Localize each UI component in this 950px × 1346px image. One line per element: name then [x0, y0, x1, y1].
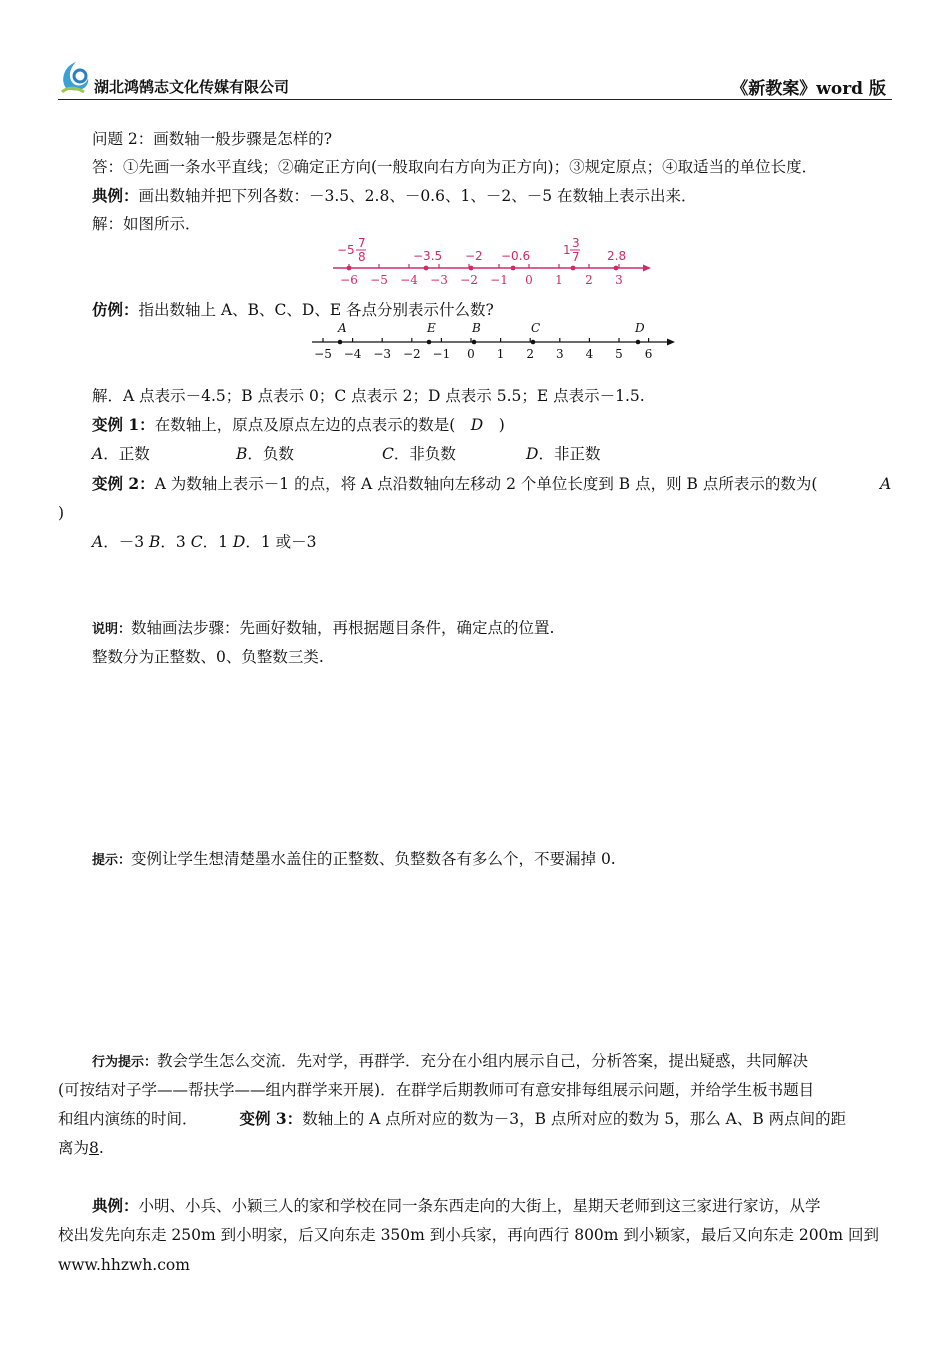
product-name: 《新教案》word 版	[731, 79, 886, 99]
variant-1-text: 在数轴上，原点及原点左边的点表示的数是(	[154, 416, 471, 434]
imitation-label: 仿例：	[92, 300, 139, 319]
variant-2-answer: A	[880, 475, 892, 493]
nl1-tick-label-3: −3	[430, 273, 448, 287]
note-line-2: 整数分为正整数、0、负整数三类.	[92, 648, 324, 666]
nl2-label-d: D	[635, 321, 645, 335]
number-line-2	[308, 318, 678, 364]
nl2-tick-label-9: 4	[585, 347, 594, 361]
nl1-label-2-8: 2.8	[607, 249, 627, 263]
note-line-1: 数轴画法步骤：先画好数轴，再根据题目条件，确定点的位置.	[131, 619, 555, 637]
header-divider	[58, 99, 892, 100]
header	[0, 0, 950, 100]
nl2-tick-label-2: −3	[373, 347, 392, 361]
question-2-label: 问题 2：	[92, 130, 154, 148]
variant-1-close: )	[483, 416, 505, 434]
nl1-tick-label-2: −4	[400, 273, 418, 287]
imitation-solution: 解．A 点表示－4.5；B 点表示 0；C 点表示 2；D 点表示 5.5；E 点表示－1.5.	[92, 387, 645, 405]
nl2-label-e: E	[427, 321, 436, 335]
hint-text: 变例让学生想清楚墨水盖住的正整数、负整数各有多么个，不要漏掉 0.	[131, 850, 616, 868]
variant-3-label: 变例 3：	[239, 1109, 303, 1128]
example-2-label: 典例：	[92, 1196, 139, 1215]
hint-label: 提示：	[92, 853, 132, 868]
example-1	[92, 186, 696, 206]
imitation	[92, 300, 494, 320]
behavior-line-4: 离为8.	[58, 1139, 104, 1157]
example-1-solution: 解：如图所示．	[92, 215, 201, 233]
nl2-label-b: B	[472, 321, 481, 335]
variant-2-text: A 为数轴上表示－1 的点，将 A 点沿数轴向左移动 2 个单位长度到 B 点，则 B 点所表示的数为(	[154, 475, 818, 493]
nl2-point-a	[338, 340, 343, 345]
variant-1-option-a: A．正数	[92, 445, 150, 463]
nl2-tick-label-5: 0	[467, 347, 475, 361]
variant-1-answer: D	[470, 416, 484, 434]
nl1-point-minus3-5	[424, 266, 429, 271]
nl2-tick-label-7: 2	[526, 347, 535, 361]
nl2-tick-label-11: 6	[644, 347, 653, 361]
nl1-label-one-int: 1	[563, 243, 571, 257]
example-2-line-1: 典例：小明、小兵、小颖三人的家和学校在同一条东西走向的大街上，星期天老师到这三家进行家访，从学	[92, 1196, 821, 1215]
nl1-point-minus5-7-8	[347, 266, 352, 271]
nl1-label-one-num: 3	[572, 236, 580, 250]
nl1-label-minus5-int: −5	[337, 243, 355, 257]
nl1-tick-label-8: 2	[585, 273, 593, 287]
nl1-tick-label-7: 1	[555, 273, 563, 287]
nl2-tick-label-6: 1	[496, 347, 505, 361]
example-1-label: 典例：	[92, 186, 139, 205]
number-line-1	[325, 236, 655, 290]
nl1-point-minus0-6	[511, 266, 516, 271]
variant-3-answer: 8	[89, 1139, 99, 1157]
behavior-line-3: 和组内演练的时间． 变例 3：数轴上的 A 点所对应的数为－3，B 点所对应的数为 5，那么 A、B 两点间的距	[58, 1109, 847, 1128]
example-1-text: 画出数轴并把下列各数：－3.5、2.8、－0.6、1、－2、－5 在数轴上表示出来．	[138, 187, 697, 205]
nl1-tick-label-5: −1	[490, 273, 508, 287]
nl1-point-1-3-7	[571, 266, 576, 271]
note	[92, 618, 554, 640]
question-2	[92, 129, 332, 149]
example-2-line-2: 校出发先向东走 250m 到小明家，后又向东走 350m 到小兵家，再向西行 800m 到小颖家，最后又向东走 200m 回到	[58, 1226, 880, 1244]
nl2-tick-label-8: 3	[555, 347, 564, 361]
behavior-line-1: 行为提示：教会学生怎么交流．先对学，再群学．充分在小组内展示自己，分析答案，提出疑惑，共同解决	[92, 1052, 809, 1070]
nl2-label-c: C	[531, 321, 541, 335]
nl2-tick-label-4: −1	[432, 347, 451, 361]
variant-2-close: )	[58, 504, 65, 522]
variant-1-option-d: D．非正数	[526, 445, 601, 463]
nl1-label-minus5-num: 7	[358, 236, 366, 250]
imitation-text: 指出数轴上 A、B、C、D、E 各点分别表示什么数?	[138, 301, 494, 319]
nl2-point-e	[427, 340, 432, 345]
question-2-text: 画数轴一般步骤是怎样的?	[153, 130, 333, 148]
variant-2-label: 变例 2：	[92, 474, 155, 493]
variant-1	[92, 415, 505, 435]
footer-url: www.hhzwh.com	[58, 1256, 190, 1274]
nl2-point-c	[531, 340, 536, 345]
behavior-label: 行为提示：	[92, 1055, 158, 1070]
behavior-line-2: (可按结对子学——帮扶学——组内群学来开展)．在群学后期教师可有意安排每组展示问题，并给学生板书题目	[58, 1081, 815, 1099]
nl1-tick-label-4: −2	[460, 273, 478, 287]
nl1-point-minus2	[469, 266, 474, 271]
nl1-label-minus2: −2	[465, 249, 483, 263]
company-name: 湖北鸿鹄志文化传媒有限公司	[94, 78, 290, 96]
variant-1-option-b: B．负数	[236, 445, 294, 463]
nl1-tick-label-1: −5	[370, 273, 388, 287]
nl2-label-a: A	[338, 321, 347, 335]
variant-2	[92, 474, 817, 494]
nl1-tick-label-0: −6	[340, 273, 358, 287]
nl1-tick-label-9: 3	[615, 273, 623, 287]
nl1-label-minus0-6: −0.6	[501, 249, 531, 263]
nl2-tick-label-0: −5	[314, 347, 332, 361]
nl1-tick-label-6: 0	[525, 273, 533, 287]
hint	[92, 849, 616, 871]
variant-1-option-c: C．非负数	[382, 445, 456, 463]
nl2-point-b	[472, 340, 477, 345]
nl2-tick-label-10: 5	[615, 347, 623, 361]
nl2-point-d	[636, 340, 641, 345]
nl1-label-minus5-den: 8	[358, 250, 366, 264]
nl1-point-2-8	[614, 266, 619, 271]
nl2-tick-label-1: −4	[343, 347, 362, 361]
nl1-label-minus3-5: −3.5	[413, 249, 443, 263]
swirl-logo-icon	[58, 58, 94, 94]
nl2-tick-label-3: −2	[402, 347, 421, 361]
nl1-label-one-den: 7	[572, 250, 580, 264]
variant-2-options: A．－3 B．3 C．1 D．1 或－3	[92, 533, 317, 551]
question-2-answer: 答：①先画一条水平直线；②确定正方向(一般取向右方向为正方向)；③规定原点；④取适当的单位长度．	[92, 158, 818, 176]
variant-1-label: 变例 1：	[92, 415, 155, 434]
note-label: 说明：	[92, 622, 132, 637]
